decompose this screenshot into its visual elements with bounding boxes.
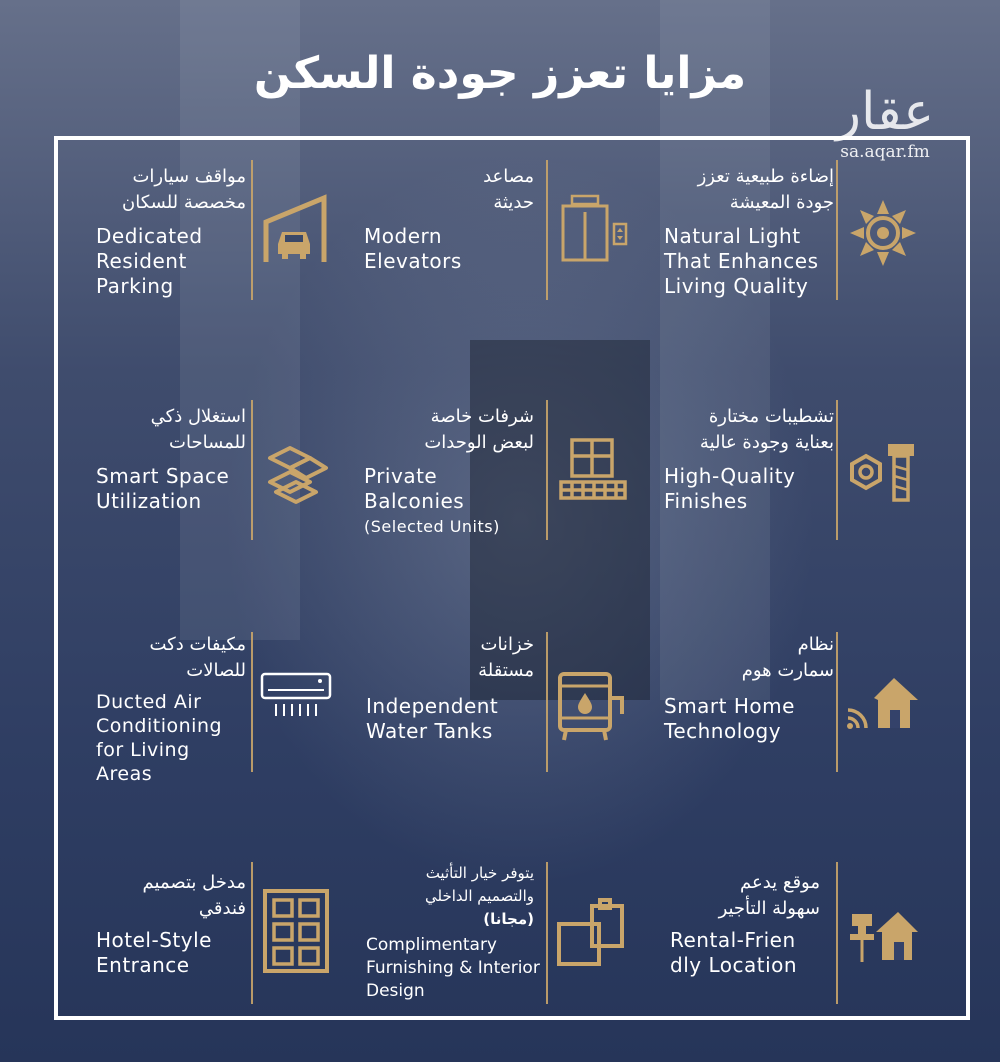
feature-arabic-subtitle: لبعض الوحدات (424, 432, 534, 453)
feature-english-line: Parking (96, 274, 174, 298)
feature-english-line: Technology (664, 719, 782, 743)
feature-english-line: Smart Space (96, 464, 230, 488)
feature-arabic-title: يتوفر خيار التأثيث (425, 864, 534, 882)
feature-smart-space (96, 404, 396, 554)
feature-arabic-title: خزانات (480, 634, 534, 655)
feature-arabic-title: مواقف سيارات (132, 166, 246, 187)
feature-arabic-subtitle: مخصصة للسكان (122, 192, 246, 213)
feature-arabic-subtitle: سهولة التأجير (718, 898, 820, 919)
feature-arabic-subtitle: للصالات (186, 660, 246, 681)
water-tank-icon (556, 666, 630, 742)
feature-english-line: Resident (96, 249, 187, 273)
feature-arabic-title: إضاءة طبيعية تعزز (697, 166, 834, 187)
feature-english-line: Complimentary (366, 935, 497, 955)
feature-english-note: (Selected Units) (364, 517, 500, 536)
feature-rental-location (670, 870, 970, 1020)
furnishing-blocks-icon (556, 898, 628, 970)
smart-home-icon (846, 670, 920, 732)
feature-english-line: Independent (366, 694, 499, 718)
elevator-icon (560, 194, 630, 264)
feature-arabic-subtitle: فندقي (198, 898, 246, 919)
feature-air-conditioning (96, 632, 396, 785)
air-conditioner-icon (260, 670, 332, 720)
feature-arabic-subtitle: مستقلة (478, 660, 534, 681)
free-badge: (مجانا) (483, 910, 534, 928)
feature-english-line: Hotel-Style (96, 928, 212, 952)
feature-arabic-subtitle: حديثة (493, 192, 534, 213)
feature-arabic-subtitle: للمساحات (169, 432, 246, 453)
feature-arabic-title: مدخل بتصميم (142, 872, 246, 893)
feature-arabic-title: استغلال ذكي (150, 406, 246, 427)
feature-english-line: High-Quality (664, 464, 796, 488)
feature-arabic-subtitle: والتصميم الداخلي (425, 887, 534, 905)
nut-bolt-icon (848, 438, 918, 508)
hotel-door-icon (262, 888, 330, 974)
feature-english-line: Ducted Air (96, 691, 202, 713)
feature-english-line: dly Location (670, 953, 798, 977)
feature-english-line: Rental-Frien (670, 928, 796, 952)
page-title: مزايا تعزز جودة السكن (253, 48, 747, 99)
feature-english-line: Private (364, 464, 438, 488)
feature-arabic-title: تشطيبات مختارة (708, 406, 834, 427)
feature-english-line: Modern (364, 224, 443, 248)
feature-english-line: Elevators (364, 249, 462, 273)
space-boxes-icon (262, 440, 332, 510)
feature-natural-light (664, 164, 964, 314)
feature-arabic-title: مكيفات دكت (149, 634, 246, 655)
garage-car-icon (262, 194, 332, 264)
balcony-icon (558, 436, 628, 506)
feature-parking (96, 164, 396, 314)
feature-english-line: Design (366, 981, 425, 1001)
feature-english-line: Living Quality (664, 274, 809, 298)
feature-finishes (664, 404, 964, 554)
feature-english-line: Water Tanks (366, 719, 493, 743)
feature-english-line: Smart Home (664, 694, 795, 718)
feature-arabic-subtitle: بعناية وجودة عالية (699, 432, 834, 453)
feature-english-line: Conditioning (96, 715, 223, 737)
feature-english-line: Furnishing & Interior (366, 958, 540, 978)
feature-english-line: Utilization (96, 489, 202, 513)
location-home-icon (846, 906, 920, 964)
feature-arabic-subtitle: جودة المعيشة (729, 192, 834, 213)
sun-light-icon (848, 198, 918, 268)
feature-arabic-title: موقع يدعم (739, 872, 820, 893)
feature-english-line: Balconies (364, 489, 465, 513)
feature-english-line: Finishes (664, 489, 748, 513)
feature-english-line: Entrance (96, 953, 190, 977)
feature-english-line: for Living Areas (96, 739, 190, 785)
feature-arabic-title: شرفات خاصة (430, 406, 534, 427)
feature-arabic-title: نظام (797, 634, 834, 655)
feature-english-line: Natural Light (664, 224, 801, 248)
feature-arabic-title: مصاعد (483, 166, 534, 187)
feature-english-line: That Enhances (664, 249, 819, 273)
logo-arabic-text: عقار (835, 82, 935, 142)
feature-english-line: Dedicated (96, 224, 203, 248)
feature-arabic-subtitle: سمارت هوم (741, 660, 834, 681)
feature-hotel-entrance (96, 870, 396, 1020)
logo-url: sa.aqar.fm (840, 142, 930, 162)
